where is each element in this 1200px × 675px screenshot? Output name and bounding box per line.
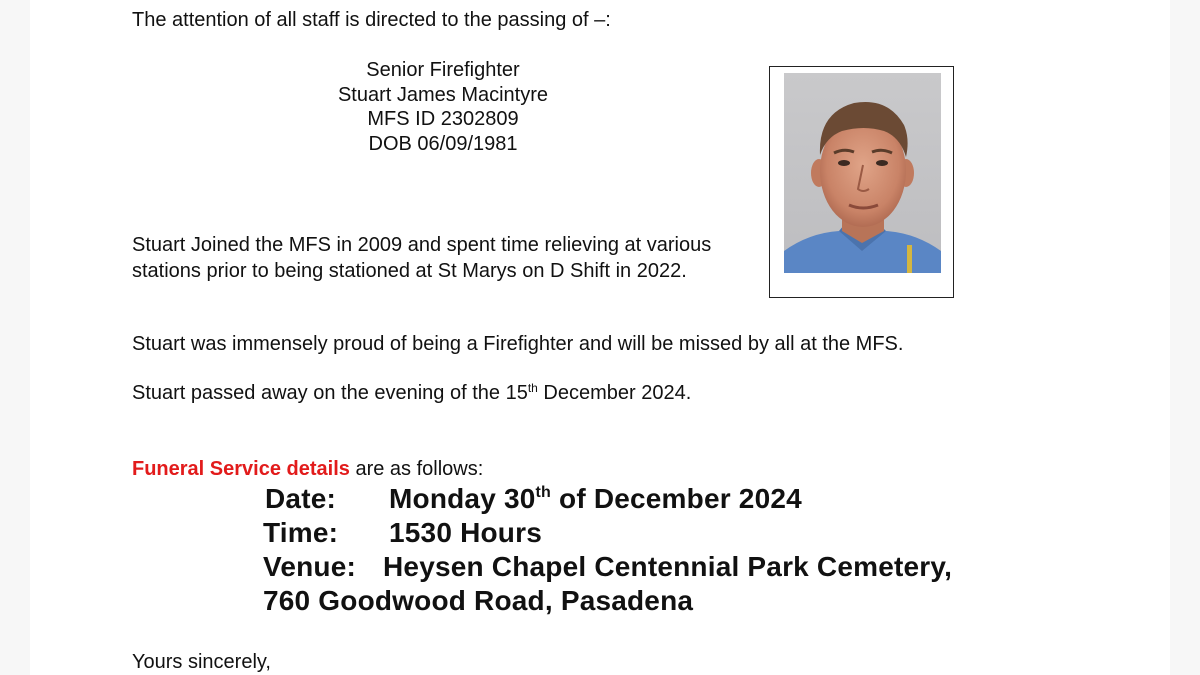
passed-paragraph [132, 381, 691, 406]
intro-text: The attention of all staff is directed to the passing of –: [132, 9, 611, 31]
date-value [389, 482, 802, 516]
date-rest: of December 2024 [551, 483, 802, 514]
passed-ordinal: th [527, 381, 538, 395]
passed-text: Stuart passed away on the evening of the 15 [132, 382, 528, 404]
proud-paragraph: Stuart was immensely proud of being a Firefighter and will be missed by all at the MFS. [132, 333, 904, 355]
funeral-intro [132, 457, 483, 482]
venue-value: Heysen Chapel Centennial Park Cemetery, [383, 551, 953, 582]
passed-date-rest: December 2024. [537, 382, 692, 404]
person-name: Stuart James Macintyre [337, 83, 549, 106]
venue-address: 760 Goodwood Road, Pasadena [263, 585, 694, 616]
notice-page [30, 0, 1170, 675]
time-label: Time: [263, 517, 339, 548]
date-text: Monday 30 [389, 483, 536, 514]
venue-label: Venue: [263, 551, 357, 582]
person-dob: DOB 06/09/1981 [368, 132, 518, 155]
date-ordinal: th [535, 484, 552, 501]
funeral-heading: Funeral Service details [132, 458, 350, 480]
joined-paragraph: Stuart Joined the MFS in 2009 and spent time relieving at various stations prior to being stationed at St Marys on D Shift in 2022. [132, 234, 712, 282]
funeral-heading-rest: are as follows: [349, 458, 484, 480]
person-id: MFS ID 2302809 [367, 108, 519, 130]
photo-frame [769, 66, 954, 298]
closing-text: Yours sincerely, [132, 651, 271, 673]
person-rank: Senior Firefighter [366, 59, 520, 81]
date-label: Date: [265, 483, 337, 514]
person-details [243, 58, 643, 156]
time-value: 1530 Hours [389, 517, 542, 548]
portrait-photo [784, 73, 941, 273]
